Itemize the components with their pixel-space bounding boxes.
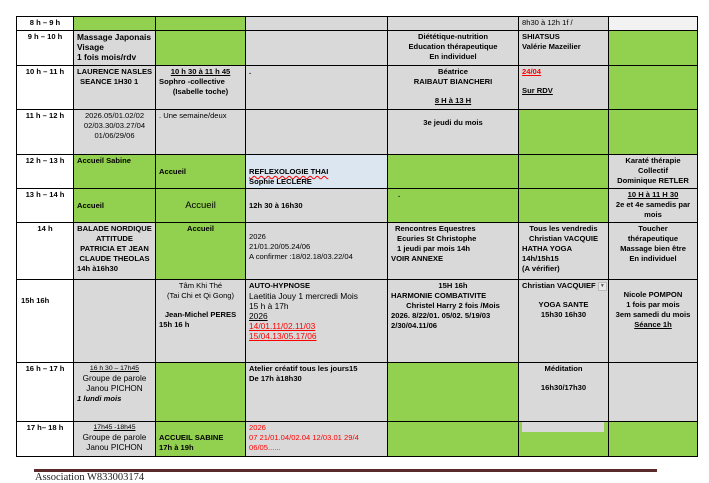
cell-text: Groupe de parole <box>82 374 147 383</box>
cell-text: Tous les vendredis <box>529 224 598 233</box>
time-label: 17 h– 18 h <box>17 422 74 457</box>
cell-text: 2026 <box>249 311 268 321</box>
slot-cell <box>388 155 519 189</box>
cell-text: 15h 16 h <box>159 320 190 329</box>
time-row-12-13 <box>17 155 698 189</box>
cell-text: Accueil Sabine <box>77 156 132 165</box>
slot-cell <box>156 363 246 422</box>
slot-cell <box>609 66 698 110</box>
cell-text: De 17h à18h30 <box>249 374 302 383</box>
cell-text: thérapeutique <box>627 234 679 243</box>
cell-text: Massage bien être <box>620 244 686 253</box>
cell-text: 15h30 16h30 <box>540 310 587 319</box>
cell-text: Janou PICHON <box>86 443 143 452</box>
time-row-10-11 <box>17 66 698 110</box>
time-label: 8 h – 9 h <box>17 17 74 31</box>
cell-text: Dominique RETLER <box>617 176 689 185</box>
slot-cell <box>246 223 388 280</box>
cell-text: 8 H à 13 H <box>434 96 472 105</box>
slot-cell <box>388 110 519 155</box>
slot-cell <box>246 280 388 363</box>
cell-text: 2e et 4e samedis par <box>615 200 691 209</box>
slot-cell <box>388 363 519 422</box>
slot-cell <box>388 280 519 363</box>
slot-cell <box>156 189 246 223</box>
slot-cell <box>74 110 156 155</box>
cell-text: (Tai Chi et Qi Gong) <box>166 291 235 300</box>
cell-text: Accueil <box>159 166 187 176</box>
slot-cell <box>156 110 246 155</box>
time-label: 16 h – 17 h <box>17 363 74 422</box>
cell-text: 16h30/17h30 <box>540 383 587 392</box>
slot-cell <box>74 223 156 280</box>
cell-text: CLAUDE THEOLAS <box>79 254 150 263</box>
cell-text: En individuel <box>629 254 677 263</box>
slot-cell <box>519 110 609 155</box>
time-label: 11 h – 12 h <box>17 110 74 155</box>
cell-text: YOGA SANTE <box>538 300 589 309</box>
cell-text: HARMONIE COMBATIVITE <box>391 291 487 300</box>
slot-cell <box>156 223 246 280</box>
slot-cell <box>519 223 609 280</box>
slot-cell <box>519 422 609 457</box>
cell-text: Toucher <box>638 224 668 233</box>
cell-text: 02/03.30/03.27/04 <box>83 121 146 130</box>
cell-text: 16 h 30 – 17h45 <box>89 365 140 372</box>
slot-cell <box>388 189 519 223</box>
slot-cell <box>388 66 519 110</box>
cell-text: AUTO-HYPNOSE <box>249 281 311 290</box>
time-row-11-12 <box>17 110 698 155</box>
cell-text: 15H 16h <box>438 281 468 290</box>
slot-cell <box>246 363 388 422</box>
cell-text: Groupe de parole <box>82 433 147 442</box>
cell-text: Accueil <box>185 199 216 211</box>
cell-text: (Isabelle toche) <box>172 87 229 96</box>
cell-text: ATTITUDE <box>96 234 133 243</box>
cell-text: A confirmer :18/02.18/03.22/04 <box>249 252 353 261</box>
cell-text: Valérie Mazeilier <box>522 42 581 51</box>
cell-text: 17h à 19h <box>159 443 194 452</box>
cell-text: BALADE NORDIQUE <box>77 224 152 233</box>
time-row-8-9 <box>17 17 698 31</box>
date-text: 14/01.11/02.11/03 <box>249 321 316 331</box>
date-text: 2026 <box>249 423 266 432</box>
cell-text: 1 jeudi par mois 14h <box>397 244 471 253</box>
slot-cell <box>388 31 519 66</box>
time-row-14 <box>17 223 698 280</box>
cell-text: 21/01.20/05.24/06 <box>249 242 311 251</box>
cell-text: 10 h 30 à 11 h 45 <box>170 67 231 76</box>
cell-text: Atelier créatif tous les jours15 <box>249 364 358 373</box>
slot-cell <box>156 66 246 110</box>
cell-text: . <box>249 67 252 76</box>
cell-text: Béatrice <box>438 67 468 76</box>
slot-cell <box>609 17 698 31</box>
date-text: 06/05...... <box>249 443 281 452</box>
time-row-16-17 <box>17 363 698 422</box>
cell-text: 1 fois mois/rdv <box>77 52 137 62</box>
date-text: 07 21/01.04/02.04 12/03.01 29/4 <box>249 433 359 442</box>
slot-cell <box>519 155 609 189</box>
cell-text: Massage Japonais <box>77 32 152 42</box>
cell-text: Education thérapeutique <box>408 42 498 51</box>
cell-text: 14h à16h30 <box>77 264 118 273</box>
cell-text: Accueil <box>186 224 214 233</box>
slot-cell <box>519 189 609 223</box>
dropdown-arrow-icon[interactable]: ▼ <box>598 282 607 291</box>
time-row-17-18 <box>17 422 698 457</box>
cell-text: Ecuries St Christophe <box>397 234 477 243</box>
cell-text: VOIR ANNEXE <box>391 254 444 263</box>
cell-text: Collectif <box>638 166 668 175</box>
time-label: 14 h <box>17 223 74 280</box>
slot-cell <box>609 110 698 155</box>
cell-text: 1 fois par mois <box>626 300 680 309</box>
time-label: 10 h – 11 h <box>17 66 74 110</box>
cell-text: Tâm Khi Thé <box>178 281 223 290</box>
cell-text: Janou PICHON <box>86 384 143 393</box>
slot-cell <box>609 223 698 280</box>
cell-text <box>522 281 605 291</box>
slot-cell <box>519 17 609 31</box>
cell-text: mois <box>644 210 662 219</box>
cell-text: 2/30/04.11/06 <box>391 321 438 330</box>
cell-text: 1 lundi mois <box>77 394 122 403</box>
cell-text: Accueil <box>77 200 105 210</box>
cell-text: REFLEXOLOGIE THAI <box>249 167 329 176</box>
slot-cell <box>519 280 609 363</box>
slot-cell <box>246 189 388 223</box>
cell-text: . Une semaine/deux <box>159 111 227 120</box>
cell-text: HATHA YOGA <box>522 244 573 253</box>
schedule-table <box>16 16 698 457</box>
slot-cell <box>156 422 246 457</box>
cell-text: Visage <box>77 42 104 52</box>
cell-text: 2026. 8/22/01. 05/02. 5/19/03 <box>391 311 491 320</box>
slot-cell <box>74 31 156 66</box>
slot-cell <box>74 280 156 363</box>
cell-text: Christel Harry 2 fois /Mois <box>406 301 500 310</box>
time-row-9-10 <box>17 31 698 66</box>
cell-text: 15 h à 17h <box>249 301 289 311</box>
cell-text: 3em samedi du mois <box>615 310 691 319</box>
cell-text: RAIBAUT BIANCHERI <box>413 77 493 86</box>
slot-cell <box>74 155 156 189</box>
cell-text: 2026.05/01.02/02 <box>84 111 145 120</box>
cell-text: Nicole POMPON <box>623 290 683 299</box>
cell-text: Méditation <box>544 364 583 373</box>
cell-text: Sur RDV <box>522 86 553 95</box>
slot-cell <box>74 17 156 31</box>
slot-cell <box>388 422 519 457</box>
cell-text: 17h45 -18h45 <box>93 424 136 431</box>
gray-placeholder-block <box>522 422 604 432</box>
slot-cell <box>609 280 698 363</box>
cell-text: Rencontres Equestres <box>395 224 476 233</box>
slot-cell <box>156 280 246 363</box>
cell-text: Sophro -collective <box>159 77 225 86</box>
slot-cell <box>609 155 698 189</box>
slot-cell <box>519 31 609 66</box>
slot-cell <box>609 189 698 223</box>
slot-cell <box>519 363 609 422</box>
cell-text: Karaté thérapie <box>625 156 681 165</box>
slot-cell <box>246 422 388 457</box>
cell-text: . <box>398 190 401 199</box>
slot-cell <box>246 17 388 31</box>
cell-text: 3e jeudi du mois <box>423 118 483 127</box>
slot-cell <box>74 189 156 223</box>
cell-text: 12h 30 à 16h30 <box>249 200 303 210</box>
slot-cell <box>156 17 246 31</box>
cell-text: SHIATSUS <box>522 32 560 41</box>
slot-cell <box>246 31 388 66</box>
cell-text: Séance 1h <box>634 320 672 329</box>
cell-text: 10 H à 11 H 30 <box>627 190 679 199</box>
cell-text: Christian VACQUIEF <box>522 281 596 290</box>
slot-cell <box>388 17 519 31</box>
slot-cell <box>519 66 609 110</box>
slot-cell <box>388 223 519 280</box>
footer-association-id: Association W833003174 <box>35 472 145 483</box>
cell-text: PATRICIA ET JEAN <box>80 244 149 253</box>
cell-text: ACCUEIL SABINE <box>159 433 224 442</box>
slot-cell <box>246 155 388 189</box>
time-label: 15h 16h <box>17 280 74 363</box>
slot-cell <box>74 422 156 457</box>
cell-text: Jean-Michel PERES <box>164 310 237 319</box>
cell-text: SEANCE 1H30 1 <box>80 77 139 86</box>
slot-cell <box>156 155 246 189</box>
slot-cell <box>609 422 698 457</box>
time-label: 13 h – 14 h <box>17 189 74 223</box>
slot-cell <box>609 31 698 66</box>
cell-text: 01/06/29/06 <box>94 131 135 140</box>
cell-text: Diététique-nutrition <box>417 32 489 41</box>
cell-text: Laetitia Jouy 1 mercredi Mois <box>249 291 358 301</box>
date-text: 15/04.13/05.17/06 <box>249 331 317 341</box>
slot-cell <box>246 110 388 155</box>
slot-cell <box>246 66 388 110</box>
cell-text: En individuel <box>429 52 477 61</box>
date-text: 24/04 <box>522 67 542 76</box>
slot-cell <box>609 363 698 422</box>
cell-text: Sophie LECLERE <box>249 177 312 186</box>
time-label: 9 h – 10 h <box>17 31 74 66</box>
slot-cell <box>74 363 156 422</box>
slot-cell <box>156 31 246 66</box>
time-label: 12 h – 13 h <box>17 155 74 189</box>
cell-text: Christian VACQUIE <box>528 234 599 243</box>
cell-text: 8h30 à 12h 1f / <box>522 18 573 27</box>
cell-text: 14h/15h15 <box>522 254 559 263</box>
slot-cell <box>74 66 156 110</box>
cell-text: (A vérifier) <box>522 264 560 273</box>
time-row-15-16 <box>17 280 698 363</box>
cell-text: LAURENCE NASLES <box>77 67 153 76</box>
time-row-13-14 <box>17 189 698 223</box>
cell-text: 2026 <box>249 232 266 241</box>
